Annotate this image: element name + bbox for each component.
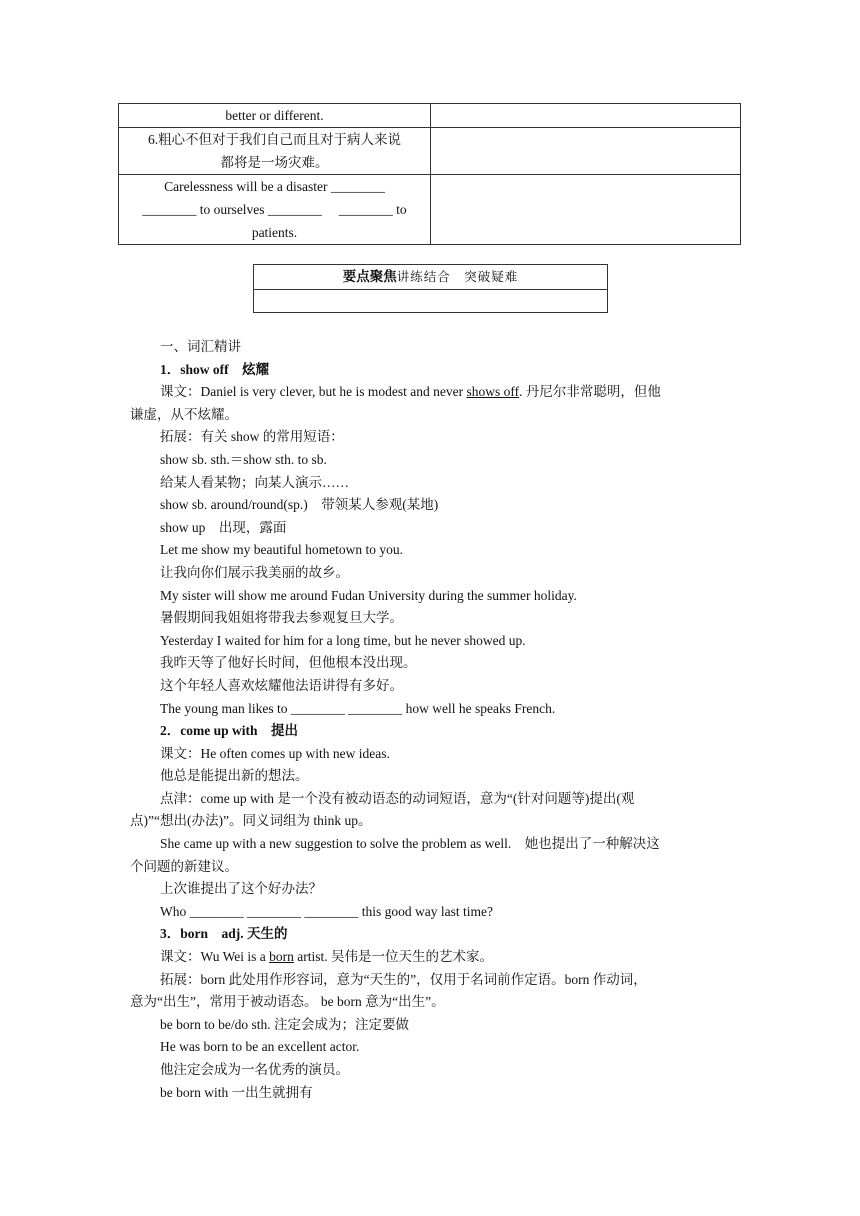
text-line: 他注定会成为一名优秀的演员。	[160, 1062, 349, 1077]
cell-line: ________ to ourselves ________ ________ to	[142, 202, 407, 217]
text-line: 课文：He often comes up with new ideas.	[160, 745, 390, 761]
table-cell	[119, 128, 431, 175]
answer-cell[interactable]	[431, 128, 741, 175]
text-line: Yesterday I waited for him for a long time, but he never showed up.	[160, 632, 526, 648]
text-line: 课文：Wu Wei is a born artist. 吴伟是一位天生的艺术家。	[160, 949, 493, 965]
text-line: 暑假期间我姐姐将带我去参观复旦大学。	[160, 610, 403, 626]
text-line: She came up with a new suggestion to solve the problem as well. 她也提出了一种解决这	[160, 836, 660, 852]
translation-table	[118, 103, 741, 245]
text-line: He was born to be an excellent actor.	[160, 1039, 360, 1055]
banner-title-bold: 要点聚焦	[342, 269, 397, 284]
vocab-heading: 3．born adj. 天生的	[160, 926, 288, 942]
table-row	[119, 104, 741, 128]
text-line: show sb. sth.＝show sth. to sb.	[160, 451, 327, 467]
text-line: 他总是能提出新的想法。	[160, 768, 309, 784]
text-line: 谦虚，从不炫耀。	[130, 406, 238, 422]
vocab-heading: 2．come up with 提出	[160, 723, 298, 739]
text-line: show sb. around/round(sp.) 带领某人参观(某地)	[160, 497, 439, 513]
table-cell	[119, 175, 431, 245]
text-line: 点津：come up with 是一个没有被动语态的动词短语，意为“(针对问题等)提出(观	[160, 790, 635, 806]
answer-cell[interactable]	[431, 175, 741, 245]
text-line: show up 出现，露面	[160, 519, 287, 535]
banner-blank-row	[254, 290, 607, 312]
text-line: Let me show my beautiful hometown to you.	[160, 542, 403, 558]
vocab-heading: 1．show off 炫耀	[160, 361, 270, 377]
text-line: 个问题的新建议。	[130, 858, 238, 874]
cell-line: 都将是一场灾难。	[220, 155, 329, 170]
lesson-content	[130, 336, 733, 1104]
text-line: 意为“出生”，常用于被动语态。 be born 意为“出生”。	[130, 994, 445, 1010]
answer-cell[interactable]	[431, 104, 741, 128]
section-banner	[253, 264, 608, 313]
cell-line: 6.粗心不但对于我们自己而且对于病人来说	[147, 132, 402, 147]
text-line: 让我向你们展示我美丽的故乡。	[160, 564, 349, 580]
text-line: 课文：Daniel is very clever, but he is modest and never shows off. 丹尼尔非常聪明，但他	[160, 384, 661, 400]
text-line: My sister will show me around Fudan University during the summer holiday.	[160, 587, 577, 603]
section-heading: 一、词汇精讲	[160, 339, 241, 354]
table-row	[119, 175, 741, 245]
table-cell: better or different.	[119, 104, 431, 128]
text-line: be born to be/do sth. 注定会成为；注定要做	[160, 1016, 409, 1032]
banner-subtitle: 讲练结合 突破疑难	[396, 270, 519, 284]
text-line: 点)”“想出(办法)”。同义词组为 think up。	[130, 813, 372, 829]
banner-title	[254, 265, 607, 290]
exercise-line: Who ________ ________ ________ this good way last time?	[160, 903, 493, 919]
text-line: 我昨天等了他好长时间，但他根本没出现。	[160, 655, 417, 671]
text-line: 这个年轻人喜欢炫耀他法语讲得有多好。	[160, 677, 403, 693]
table-row	[119, 128, 741, 175]
text-line: 拓展：有关 show 的常用短语：	[160, 429, 344, 445]
cell-line: patients.	[251, 225, 298, 240]
exercise-line: The young man likes to ________ ________ how well he speaks French.	[160, 700, 556, 716]
text-line: 给某人看某物；向某人演示……	[160, 474, 349, 490]
text-line: 拓展：born 此处用作形容词，意为“天生的”，仅用于名词前作定语。born 作动词，	[160, 971, 647, 987]
underlined-term: shows off	[466, 384, 520, 400]
cell-line: Carelessness will be a disaster ________	[164, 179, 385, 194]
text-line: be born with 一出生就拥有	[160, 1084, 313, 1100]
underlined-term: born	[269, 949, 294, 965]
text-line: 上次谁提出了这个好办法？	[160, 881, 322, 897]
